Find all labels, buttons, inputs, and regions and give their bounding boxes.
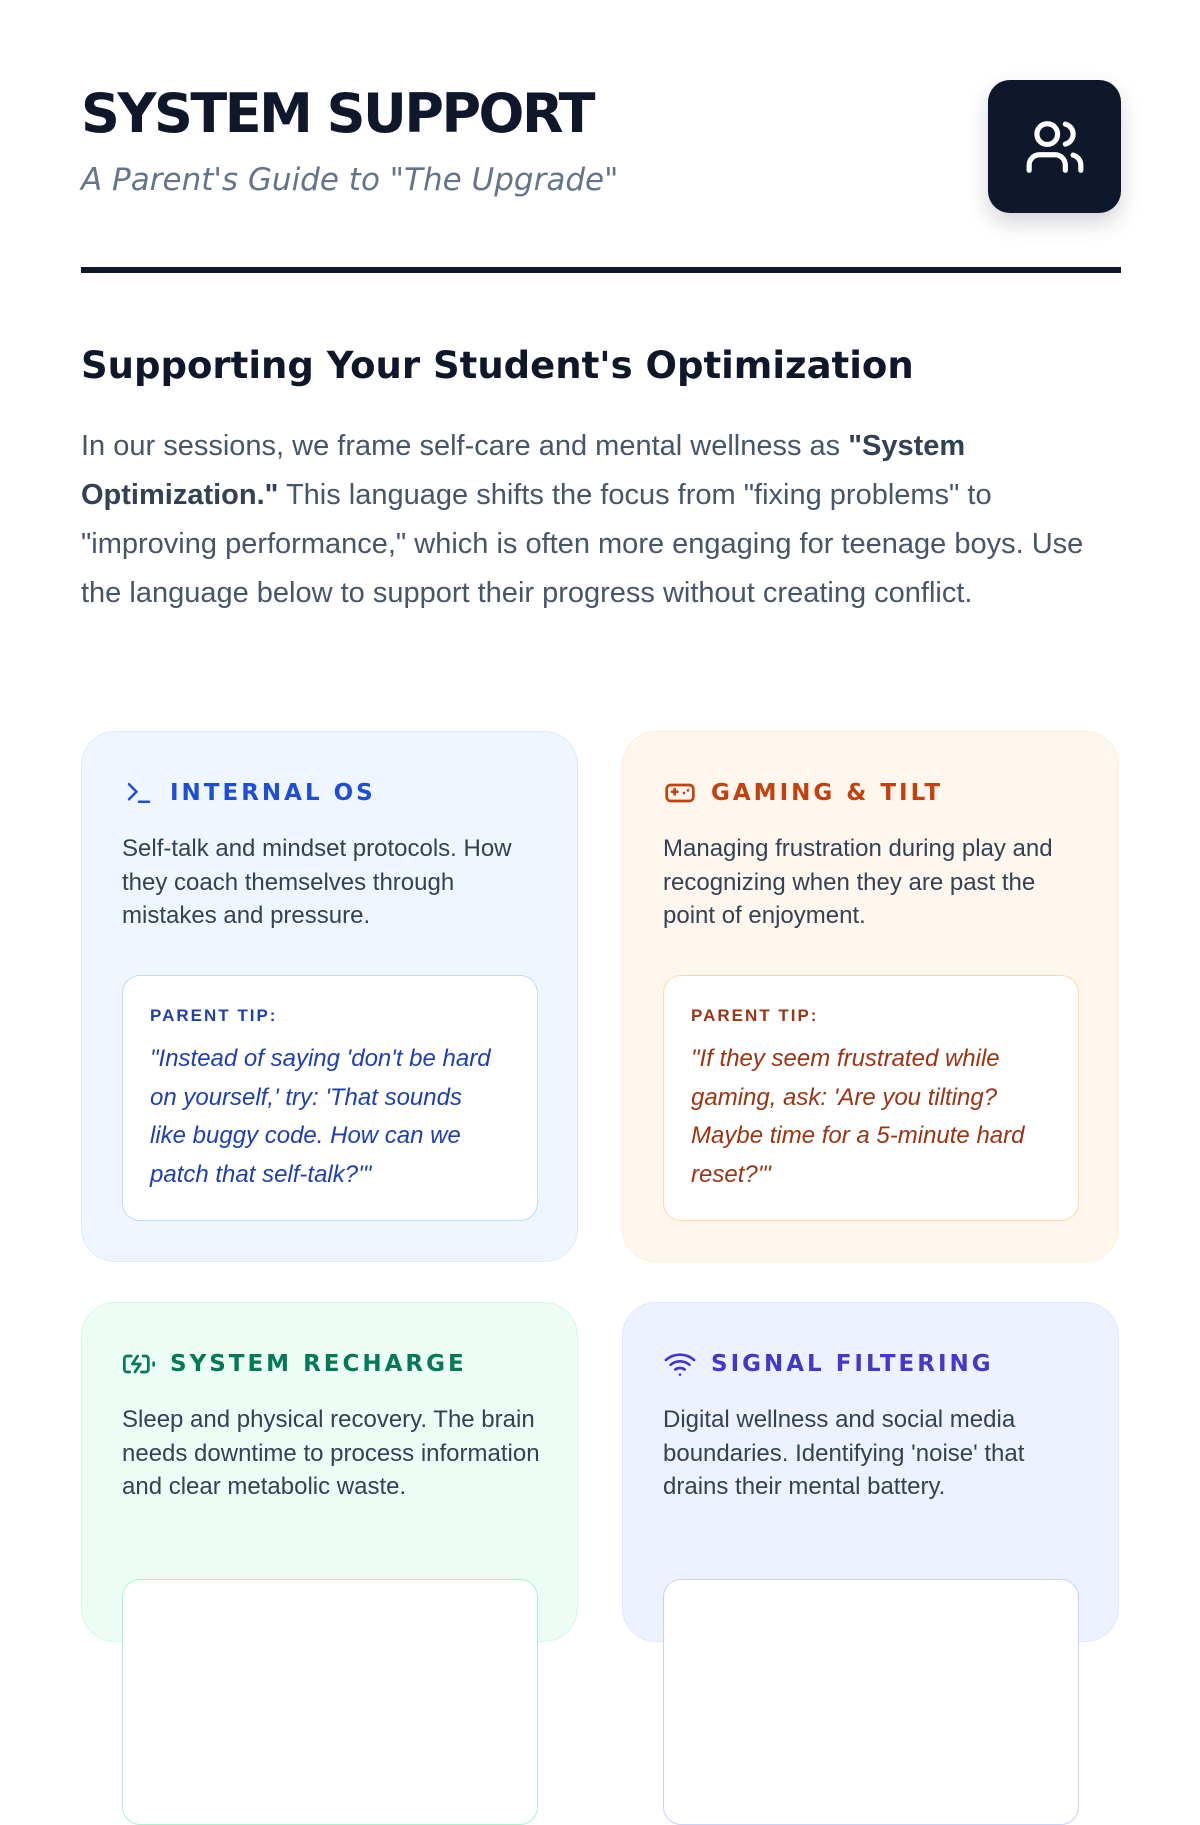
users-icon [1024, 116, 1086, 178]
users-badge [988, 80, 1121, 213]
intro-text-before: In our sessions, we frame self-care and mental wellness as [81, 430, 849, 462]
card-header [663, 776, 943, 810]
parent-tip [122, 1579, 538, 1825]
section-heading: Supporting Your Student's Optimization [81, 344, 914, 387]
page-title: SYSTEM SUPPORT [81, 82, 593, 145]
intro-text-after: This language shifts the focus from "fixing problems" to "improving performance," which is often more engaging for teenage boys. Use the language below to support their progress without creating conflict. [81, 479, 1084, 609]
parent-tip [663, 1579, 1079, 1825]
intro-paragraph [81, 422, 1121, 618]
card-description: Self-talk and mindset protocols. How they coach themselves through mistakes and pressure. [122, 835, 512, 929]
wifi-icon [663, 1347, 697, 1381]
card-internal-os [81, 731, 578, 1262]
card-system-recharge [81, 1302, 578, 1642]
tip-label: PARENT TIP: [691, 1006, 819, 1025]
intro-emphasis: "System Optimization." [81, 430, 966, 511]
card-description: Digital wellness and social media boundaries. Identifying 'noise' that drains their mental battery. [663, 1406, 1025, 1500]
card-header [122, 776, 376, 810]
tip-text: "Instead of saying 'don't be hard on yourself,' try: 'That sounds like buggy code. How can we patch that self-talk?'" [150, 1045, 491, 1188]
header-divider [81, 267, 1121, 273]
card-title: SIGNAL FILTERING [711, 1351, 994, 1377]
tip-label: PARENT TIP: [150, 1006, 278, 1025]
card-header [122, 1347, 467, 1381]
header [81, 80, 1121, 214]
parent-tip [122, 975, 538, 1221]
card-description: Sleep and physical recovery. The brain needs downtime to process information and clear metabolic waste. [122, 1406, 540, 1500]
tip-text: "If they seem frustrated while gaming, ask: 'Are you tilting? Maybe time for a 5-minute hard reset?'" [691, 1045, 1025, 1188]
card-title: SYSTEM RECHARGE [170, 1351, 467, 1377]
parent-tip [663, 975, 1079, 1221]
gamepad-icon [663, 776, 697, 810]
card-title: GAMING & TILT [711, 780, 944, 806]
terminal-icon [122, 776, 156, 810]
battery-charging-icon [122, 1347, 156, 1381]
card-gaming-tilt [622, 731, 1119, 1262]
card-signal-filtering [622, 1302, 1119, 1642]
page-subtitle: A Parent's Guide to "The Upgrade" [81, 162, 619, 198]
card-description: Managing frustration during play and recognizing when they are past the point of enjoyment. [663, 835, 1053, 929]
card-header [663, 1347, 994, 1381]
card-title: INTERNAL OS [170, 780, 376, 806]
